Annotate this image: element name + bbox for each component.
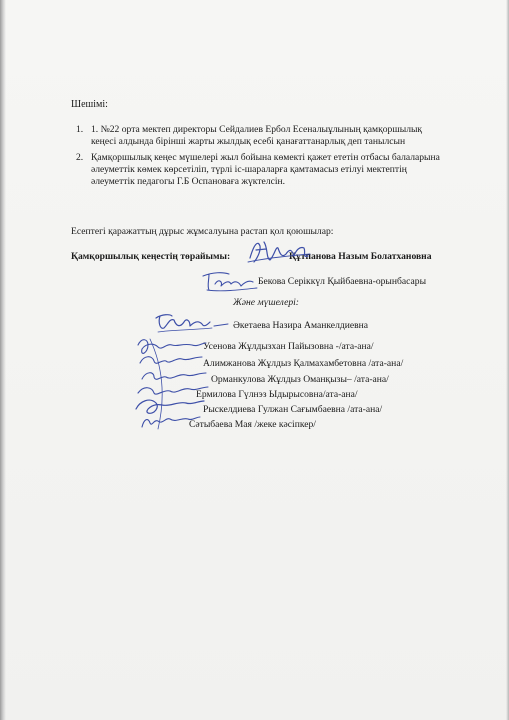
decision-heading: Шешімі: (71, 99, 108, 110)
members-label: Және мүшелері: (233, 297, 299, 308)
member-name: Сәтыбаева Мая /жеке кәсіпкер/ (189, 419, 316, 430)
deputy-name: Бекова Серіккүл Қыйбаевна-орынбасары (258, 276, 427, 287)
member-name: Орманкулова Жұлдыз Оманқызы– /ата-ана/ (211, 374, 389, 385)
decision-line: әлеуметтік педагогы Г.Б Оспановаға жүктелсін. (91, 176, 286, 187)
member-name: Ермилова Гүлнэз Ыдырысовна/ата-ана/ (196, 389, 358, 400)
member-signature-1 (152, 310, 234, 336)
decision-line: әлеуметтік көмек көрсетіліп, түрлі іс-шараларға қамтамасыз етілуі мектептің (91, 164, 407, 175)
member-name: Алимжанова Жұлдыз Қалмахамбетовна /ата-ана/ (203, 358, 404, 369)
decision-line: кеңесі алдында бірінші жарты жылдық есебі қанағаттанарлық деп танылсын (91, 136, 406, 147)
deputy-signature (199, 268, 261, 296)
scan-shadow-left (0, 0, 6, 720)
member-name: Рыскелдиева Гулжан Сағымбаевна /ата-ана/ (203, 404, 383, 415)
decision-number: 1. (76, 124, 84, 135)
member-name: Усенова Жұлдызхан Пайызовна -/ата-ана/ (203, 341, 374, 352)
member-signatures-cluster (132, 335, 210, 431)
chair-label: Қамқоршылық кеңестің төрайымы: (71, 251, 231, 262)
decision-line: Қамқоршылық кеңес мүшелері жыл бойына көмекті қажет ететін отбасы балаларына (91, 152, 440, 163)
chair-signature (246, 236, 312, 268)
confirmation-text: Есептегі қаражаттың дұрыс жұмсалуына растап қол қоюшылар: (71, 226, 334, 237)
chair-name: Құтпанова Назым Болатхановна (289, 251, 432, 262)
decision-number: 2. (76, 152, 84, 163)
member-name: Әкетаева Назира Аманкелдиевна (233, 320, 369, 331)
decision-line: 1. №22 орта мектеп директоры Сейдалиев Ербол Есеналыұлының қамқоршылық (91, 124, 423, 135)
